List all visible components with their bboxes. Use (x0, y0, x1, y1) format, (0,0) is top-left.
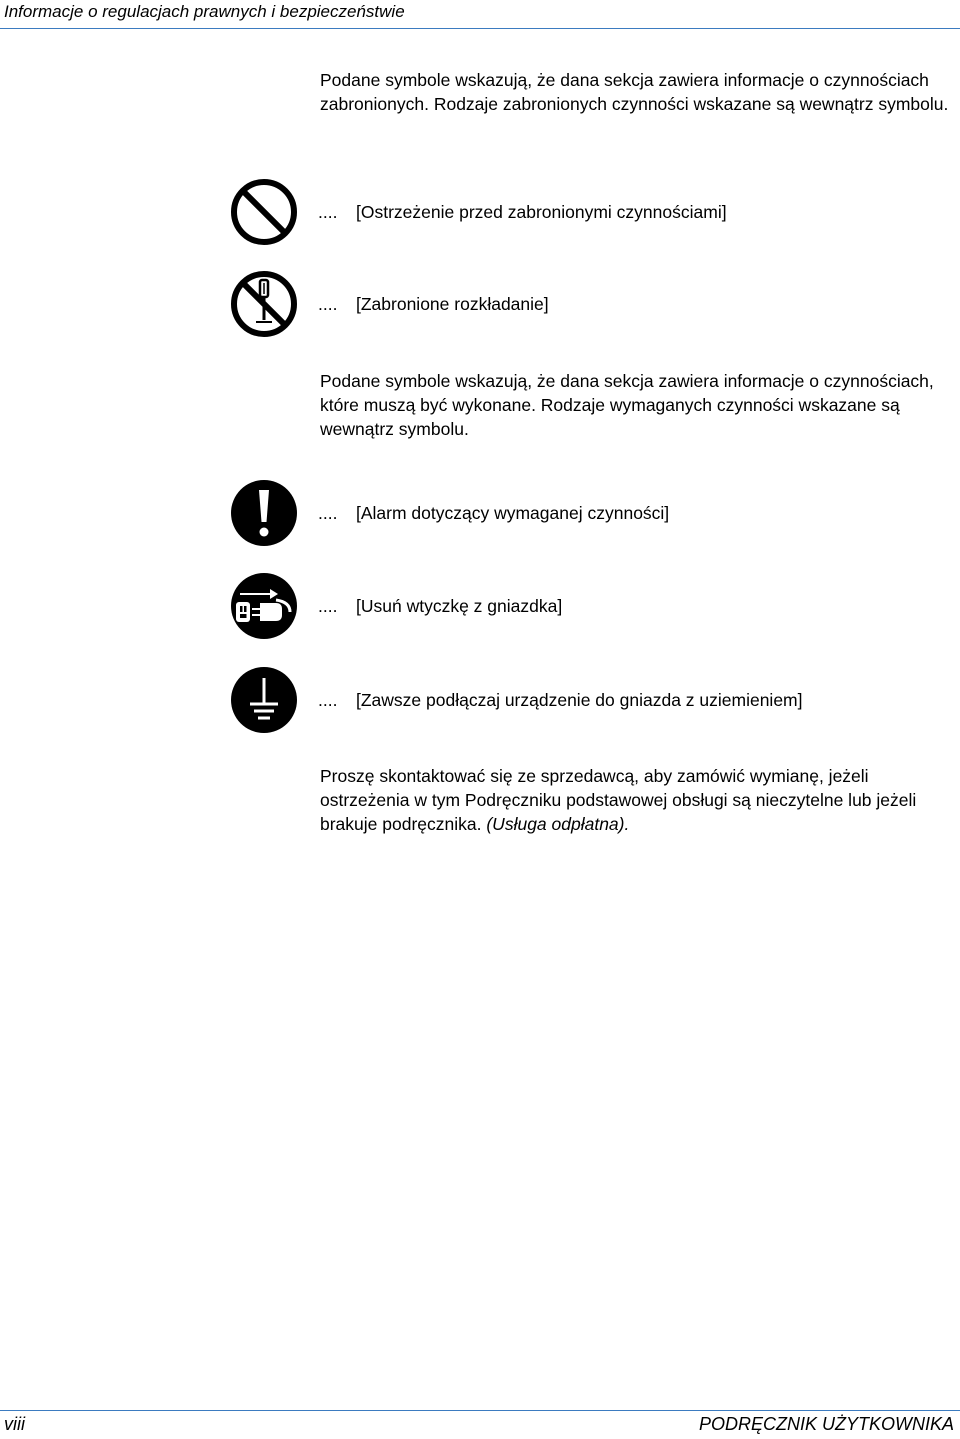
symbol-row-ground (230, 666, 950, 734)
contact-note-emphasis: (Usługa odpłatna). (486, 814, 630, 834)
required-intro-paragraph: Podane symbole wskazują, że dana sekcja zawiera informacje o czynnościach, które muszą być wykonane. Rodzaje wymaganych czynności wskazane są wewnątrz symbolu. (320, 371, 934, 439)
symbol-label-prohibition: [Ostrzeżenie przed zabronionymi czynnościami] (356, 202, 727, 222)
symbol-label-ground: [Zawsze podłączaj urządzenie do gniazda z uziemieniem] (356, 690, 803, 710)
symbol-row-unplug (230, 572, 950, 640)
footer-page-number: viii (4, 1414, 25, 1434)
symbol-row-no-disassembly (230, 270, 950, 338)
footer-divider (0, 1410, 960, 1411)
header-divider (0, 28, 960, 29)
unplug-icon (230, 572, 298, 640)
symbol-row-exclamation (230, 479, 950, 547)
prohibited-intro-paragraph: Podane symbole wskazują, że dana sekcja zawiera informacje o czynnościach zabronionych. Rodzaje zabronionych czynności wskazane są wewnątrz symbolu. (320, 70, 949, 114)
exclamation-icon (230, 479, 298, 547)
symbol-label-exclamation: [Alarm dotyczący wymaganej czynności] (356, 503, 670, 523)
symbol-dots: .... (318, 596, 338, 616)
footer-manual-title: PODRĘCZNIK UŻYTKOWNIKA (698, 1414, 954, 1434)
symbol-dots: .... (318, 690, 338, 710)
no-disassembly-icon (230, 270, 298, 338)
symbol-dots: .... (318, 294, 338, 314)
symbol-row-prohibition (230, 178, 950, 246)
symbol-label-no-disassembly: [Zabronione rozkładanie] (356, 294, 549, 314)
page-header-title: Informacje o regulacjach prawnych i bezpieczeństwie (4, 2, 405, 21)
prohibition-icon (230, 178, 298, 246)
symbol-dots: .... (318, 503, 338, 523)
contact-note-text: Proszę skontaktować się ze sprzedawcą, aby zamówić wymianę, jeżeli ostrzeżenia w tym Podręczniku podstawowej obsługi są nieczytelne lub jeżeli brakuje podręcznika. (320, 766, 917, 834)
ground-icon (230, 666, 298, 734)
symbol-dots: .... (318, 202, 338, 222)
contact-note-paragraph (320, 764, 955, 836)
symbol-label-unplug: [Usuń wtyczkę z gniazdka] (356, 596, 563, 616)
